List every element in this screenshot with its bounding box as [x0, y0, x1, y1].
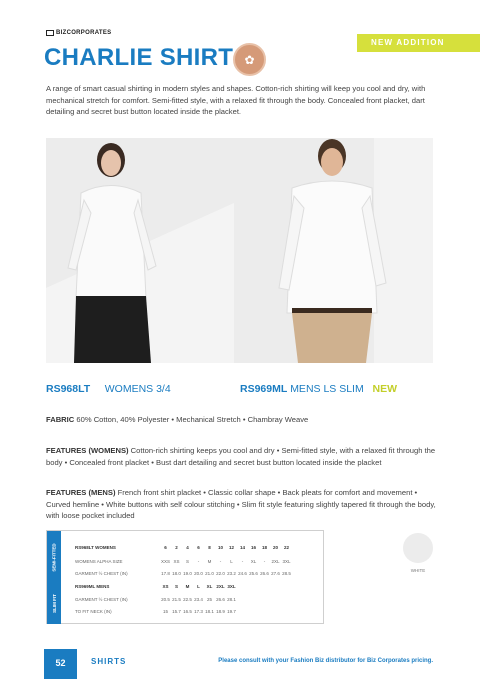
mens-chest-label: GARMENT ½ CHEST (IN): [75, 597, 128, 602]
table-cell: XS: [162, 584, 169, 589]
section-label: SHIRTS: [91, 657, 127, 666]
table-cell: 8: [208, 545, 211, 550]
new-flag: NEW: [372, 383, 397, 395]
table-cell: 22.5: [183, 597, 192, 602]
table-cell: 22.0: [216, 571, 225, 576]
table-cell: 21.5: [172, 597, 181, 602]
womens-product-label: [46, 383, 171, 395]
table-cell: 3XL: [227, 584, 236, 589]
features-mens-text: French front shirt placket • Classic collar shape • Back pleats for comfort and movement • Curved hemline • White buttons with self colour stitching • Slim fit style featuring slightly tapered fit through the body, with loose pocket included: [46, 488, 436, 520]
logo-mark-icon: [46, 30, 54, 36]
table-cell: 20.5: [161, 597, 170, 602]
table-cell: 2: [175, 545, 178, 550]
brand-logo: [46, 30, 111, 36]
table-cell: 23.4: [194, 597, 203, 602]
fabric-text: 60% Cotton, 40% Polyester • Mechanical Stretch • Chambray Weave: [76, 415, 309, 424]
mens-product-label: [240, 383, 397, 395]
table-cell: 15: [162, 609, 168, 614]
mens-product-code: RS969ML: [240, 383, 288, 395]
colour-swatch-label: WHITE: [410, 568, 426, 573]
table-cell: L: [197, 584, 200, 589]
table-cell: -: [219, 559, 222, 564]
features-womens-paragraph: [46, 445, 436, 468]
table-cell: 2XL: [216, 584, 225, 589]
table-cell: XL: [206, 584, 213, 589]
table-cell: 18.0: [172, 571, 181, 576]
mens-neck-label: TO FIT NECK (IN): [75, 609, 112, 614]
table-cell: M: [185, 584, 190, 589]
page-title: CHARLIE SHIRT: [44, 44, 234, 71]
table-cell: 18: [261, 545, 267, 550]
table-cell: 26.6: [260, 571, 269, 576]
womens-product-desc: WOMENS 3/4: [104, 383, 171, 395]
table-cell: 3XL: [282, 559, 291, 564]
table-cell: 20.0: [194, 571, 203, 576]
table-cell: 23.2: [227, 571, 236, 576]
table-cell: 12: [228, 545, 234, 550]
table-cell: 18.9: [216, 609, 225, 614]
table-cell: S: [174, 584, 178, 589]
table-cell: -: [241, 559, 244, 564]
table-cell: XS: [173, 559, 180, 564]
mens-chest-cells: [160, 597, 237, 602]
table-cell: M: [207, 559, 212, 564]
features-mens-paragraph: [46, 487, 436, 522]
table-cell: 20: [272, 545, 278, 550]
table-cell: 28.5: [282, 571, 291, 576]
features-womens-label: FEATURES (WOMENS): [46, 446, 129, 455]
womens-alpha-label: WOMENS ALPHA SIZE: [75, 559, 123, 564]
footer-note: Please consult with your Fashion Biz distributor for Biz Corporates pricing.: [218, 658, 433, 664]
table-cell: 6: [197, 545, 200, 550]
mens-model-photo: [234, 138, 433, 363]
colour-swatch-white[interactable]: [403, 533, 433, 563]
table-cell: 19.7: [227, 609, 236, 614]
table-cell: XXS: [160, 559, 170, 564]
table-cell: 19.0: [183, 571, 192, 576]
womens-product-code: RS968LT: [46, 383, 91, 395]
table-cell: XL: [250, 559, 257, 564]
womens-table-title: RS968LT WOMENS: [75, 545, 116, 550]
table-cell: 24.6: [238, 571, 247, 576]
womens-model-photo: [46, 138, 245, 363]
table-cell: 2XL: [271, 559, 280, 564]
womens-size-cells: [160, 545, 292, 550]
table-cell: 27.6: [271, 571, 280, 576]
table-cell: S: [185, 559, 189, 564]
table-cell: -: [197, 559, 200, 564]
semi-fitted-label: SEMI-FITTED: [51, 542, 57, 572]
table-cell: 17.3: [194, 609, 203, 614]
table-cell: 15.7: [172, 609, 181, 614]
slim-fit-label: SLIM FIT: [51, 594, 57, 613]
intro-paragraph: A range of smart casual shirting in modern styles and shapes. Cotton-rich shirting will keep you cool and dry, with mechanical stretch for comfort. Semi-fitted style, with a relaxed fit through the body. Concealed front placket, dart detailing and secret bust button located inside the placket.: [46, 84, 426, 116]
table-cell: L: [230, 559, 233, 564]
page-number: 52: [44, 649, 77, 679]
womens-alpha-cells: [160, 559, 292, 564]
slim-fit-sidebar: [47, 583, 61, 624]
mens-size-cells: [160, 584, 237, 589]
table-cell: 4: [186, 545, 189, 550]
size-table: [46, 530, 324, 624]
table-cell: 25: [206, 597, 212, 602]
table-cell: 16.5: [183, 609, 192, 614]
table-cell: 26.6: [216, 597, 225, 602]
cotton-badge-icon: ✿: [233, 43, 266, 76]
table-cell: 14: [239, 545, 245, 550]
mens-table-title: RS969ML MENS: [75, 584, 110, 589]
table-cell: 21.0: [205, 571, 214, 576]
table-cell: 22: [283, 545, 289, 550]
table-cell: 28.1: [227, 597, 236, 602]
features-mens-label: FEATURES (MENS): [46, 488, 116, 497]
table-cell: 10: [217, 545, 223, 550]
mens-neck-cells: [160, 609, 237, 614]
logo-text: BIZCORPORATES: [56, 30, 112, 36]
fabric-paragraph: [46, 414, 436, 426]
new-addition-badge: NEW ADDITION: [357, 34, 480, 52]
table-cell: 25.6: [249, 571, 258, 576]
features-womens-text: Cotton-rich shirting keeps you cool and dry • Semi-fitted style, with a relaxed fit through the body • Concealed front placket • Bust dart detailing and secret bust button located inside the placket: [46, 446, 436, 467]
table-cell: 17.8: [161, 571, 170, 576]
table-cell: 6: [164, 545, 167, 550]
table-cell: -: [263, 559, 266, 564]
womens-chest-cells: [160, 571, 292, 576]
fabric-label: FABRIC: [46, 415, 75, 424]
womens-chest-label: GARMENT ½ CHEST (IN): [75, 571, 128, 576]
table-cell: 18.1: [205, 609, 214, 614]
table-cell: 16: [250, 545, 256, 550]
mens-product-desc: MENS LS SLIM: [290, 383, 364, 395]
semi-fitted-sidebar: [47, 531, 61, 583]
